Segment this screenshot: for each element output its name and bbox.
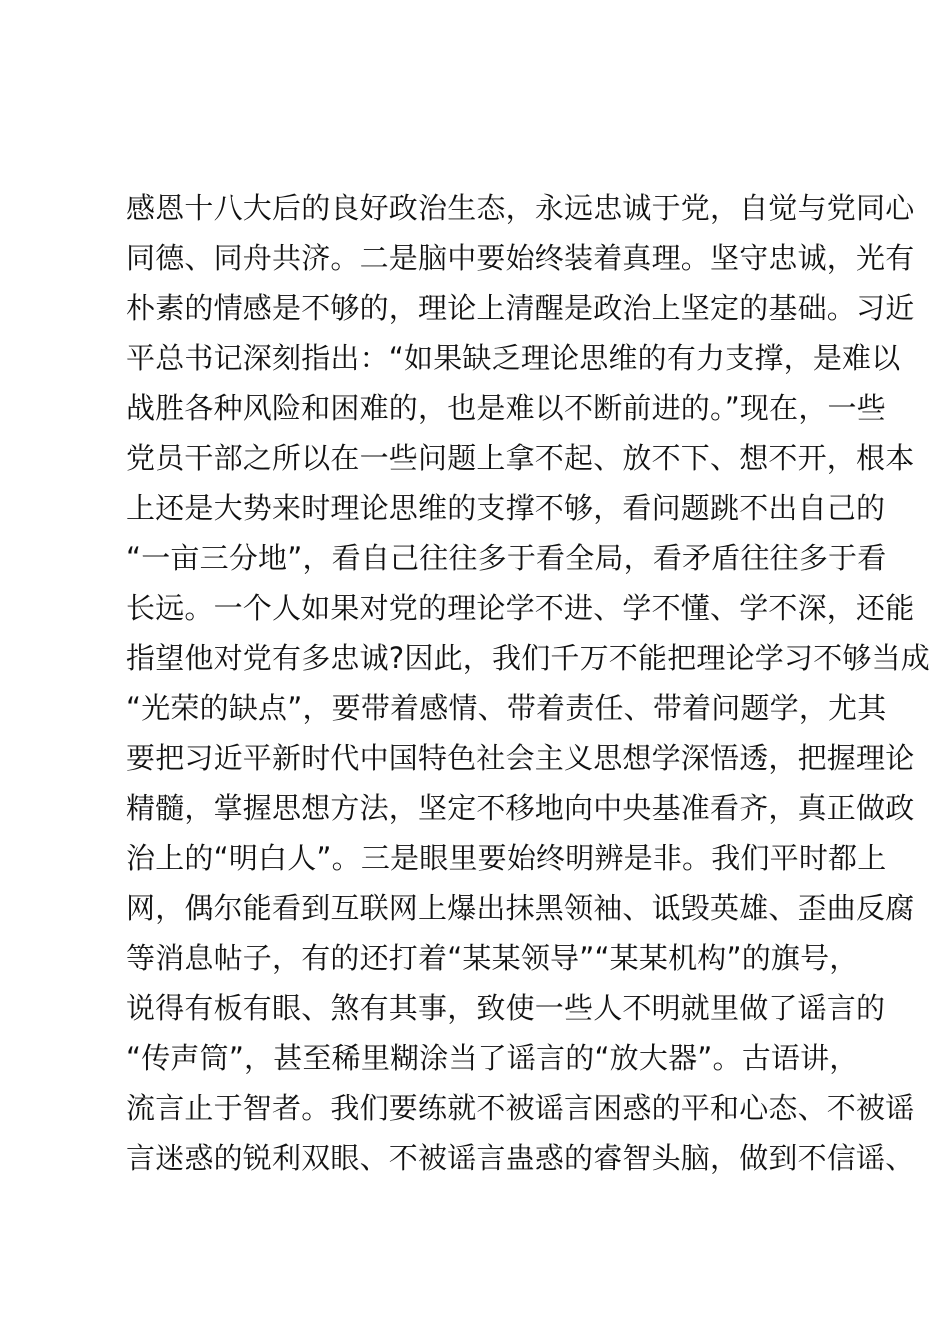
text-line: 战胜各种风险和困难的，也是难以不断前进的。”现在，一些: [126, 391, 886, 425]
text-line: 网，偶尔能看到互联网上爆出抹黑领袖、诋毁英雄、歪曲反腐: [126, 891, 915, 925]
text-line: 朴素的情感是不够的，理论上清醒是政治上坚定的基础。习近: [126, 291, 915, 325]
text-line: 上还是大势来时理论思维的支撑不够，看问题跳不出自己的: [126, 491, 886, 525]
text-line: “一亩三分地”，看自己往往多于看全局，看矛盾往往多于看: [126, 541, 887, 575]
text-line: 精髓，掌握思想方法，坚定不移地向中央基准看齐，真正做政: [126, 791, 915, 825]
text-line: 治上的“明白人”。三是眼里要始终明辨是非。我们平时都上: [126, 841, 887, 875]
text-line: 感恩十八大后的良好政治生态，永远忠诚于党，自觉与党同心: [126, 191, 915, 225]
text-line: “传声筒”，甚至稀里糊涂当了谣言的“放大器”。古语讲，: [126, 1041, 859, 1075]
text-line: 流言止于智者。我们要练就不被谣言困惑的平和心态、不被谣: [126, 1091, 915, 1125]
text-line: 说得有板有眼、煞有其事，致使一些人不明就里做了谣言的: [126, 991, 886, 1025]
text-line: “光荣的缺点”，要带着感情、带着责任、带着问题学，尤其: [126, 691, 887, 725]
body-text: [126, 183, 930, 1183]
text-line: 平总书记深刻指出：“如果缺乏理论思维的有力支撑，是难以: [126, 341, 901, 375]
text-line: 要把习近平新时代中国特色社会主义思想学深悟透，把握理论: [126, 741, 915, 775]
text-line: 同德、同舟共济。二是脑中要始终装着真理。坚守忠诚，光有: [126, 241, 915, 275]
text-line: 等消息帖子，有的还打着“某某领导”“某某机构”的旗号，: [126, 941, 859, 975]
text-line: 指望他对党有多忠诚?因此，我们千万不能把理论学习不够当成: [126, 641, 930, 675]
text-line: 党员干部之所以在一些问题上拿不起、放不下、想不开，根本: [126, 441, 915, 475]
text-line: 长远。一个人如果对党的理论学不进、学不懂、学不深，还能: [126, 591, 915, 625]
text-line: 言迷惑的锐利双眼、不被谣言蛊惑的睿智头脑，做到不信谣、: [126, 1141, 915, 1175]
